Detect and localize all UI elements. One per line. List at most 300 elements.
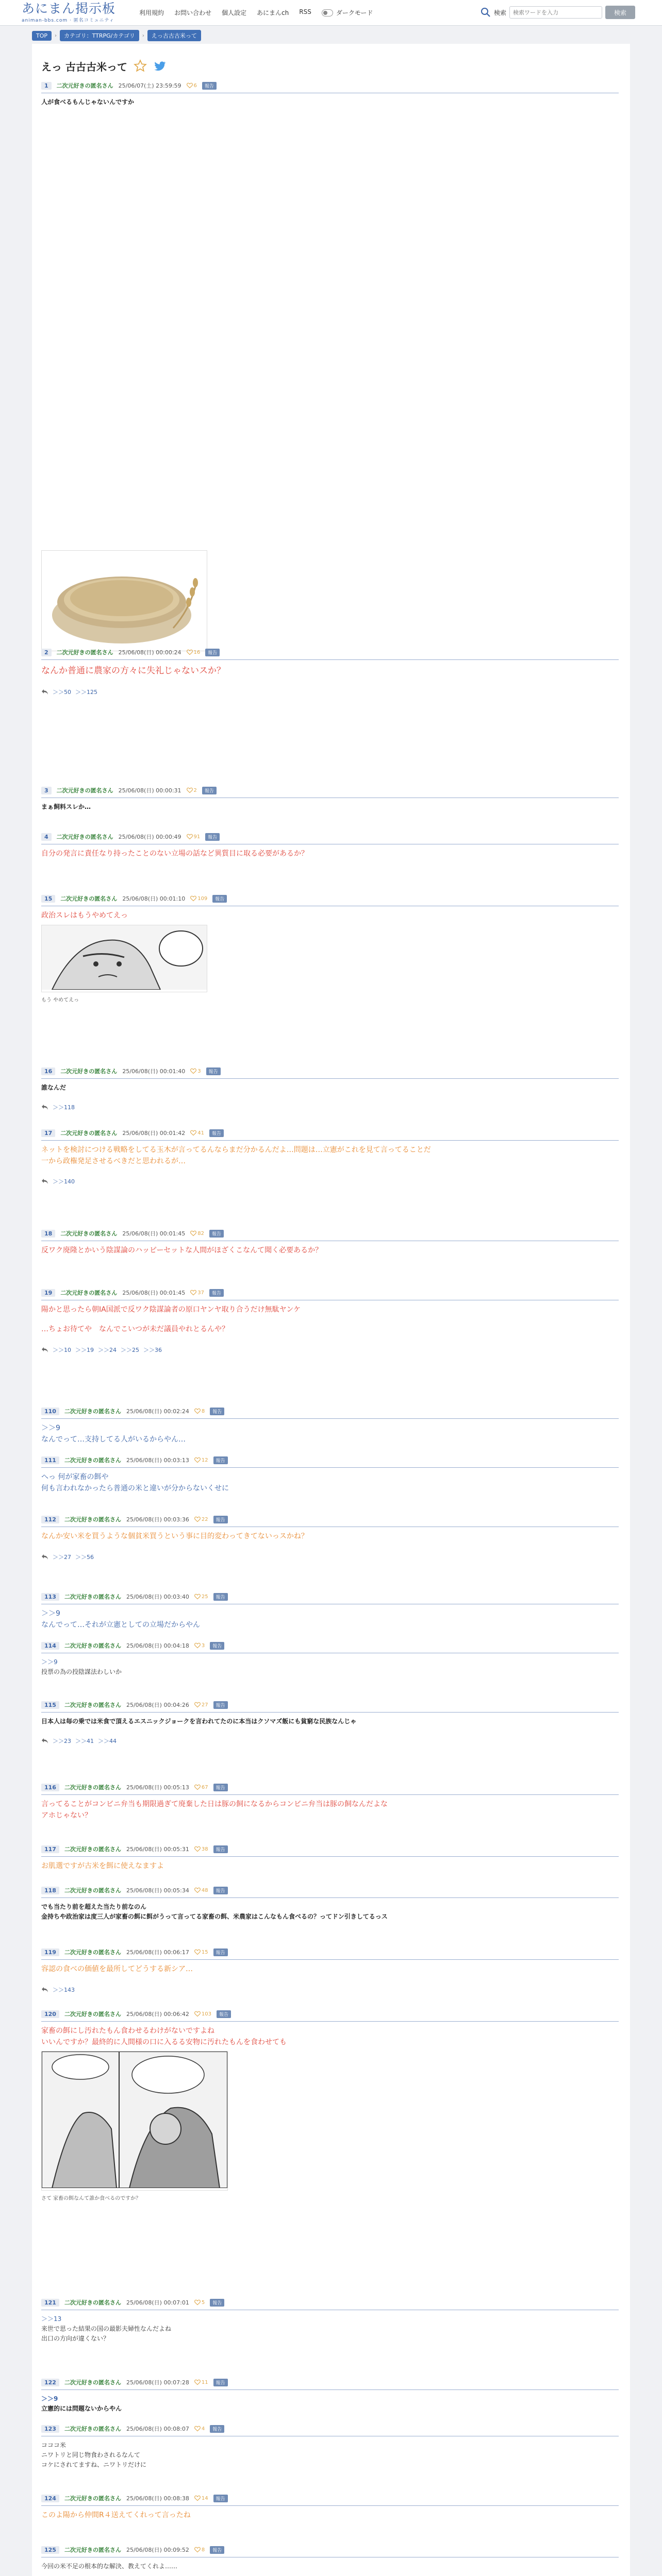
post-number[interactable]: 123 [41, 2425, 59, 2433]
post-number[interactable]: 122 [41, 2379, 59, 2386]
search-button[interactable]: 検索 [605, 6, 635, 19]
post-text-line: このよ陽から仲間R４送えてくれって言ったね [41, 2511, 191, 2519]
post-text-line[interactable]: ＞＞9 [41, 2395, 58, 2402]
heart-icon[interactable] [194, 2547, 201, 2553]
heart-icon[interactable] [194, 2299, 201, 2306]
like-counter[interactable] [194, 1457, 208, 1463]
post-body [41, 1857, 619, 1872]
post-number[interactable]: 115 [41, 1701, 59, 1709]
poster-name: 二次元好きの匿名さん [60, 895, 118, 902]
like-counter[interactable] [194, 1887, 208, 1893]
report-button[interactable]: 報告 [202, 787, 217, 794]
post-number[interactable]: 113 [41, 1593, 59, 1601]
post-text-line[interactable]: ＞＞13 [41, 2315, 62, 2323]
breadcrumb-top[interactable]: TOP [32, 31, 52, 41]
post [41, 786, 619, 812]
poster-name: 二次元好きの匿名さん [56, 834, 113, 840]
chevron-right-icon: › [55, 32, 57, 39]
like-count: 109 [197, 895, 208, 902]
like-counter[interactable] [190, 1230, 204, 1236]
reply-arrow-icon [41, 1178, 48, 1184]
post-header [41, 1455, 619, 1465]
post-text-line: 今回の米不足の根本的な解決、教えてくれよ…… [41, 2563, 178, 2570]
rice-bowl-image [42, 551, 207, 649]
manga-panel-image [42, 925, 207, 990]
heart-icon[interactable] [194, 1594, 201, 1600]
poster-name: 二次元好きの匿名さん [64, 1642, 121, 1649]
post-header [41, 1700, 619, 1709]
post-body [41, 2022, 619, 2048]
post-header [41, 1128, 619, 1138]
poster-name: 二次元好きの匿名さん [64, 2379, 121, 2386]
nav-animanch[interactable]: あにまんch [257, 9, 289, 16]
search-label: 検索 [494, 9, 507, 16]
post-text-line: なんか安い米を買うような個貧米買うという事に目的変わってきてないっスかね？ [41, 1532, 308, 1540]
post-body [41, 844, 619, 860]
top-nav [139, 8, 373, 17]
post-number[interactable]: 19 [41, 1289, 55, 1297]
post-date: 25/06/08(日) 00:01:42 [122, 1130, 186, 1137]
report-button[interactable]: 報告 [202, 82, 217, 90]
reply-link[interactable]: ＞＞140 [53, 1178, 75, 1185]
nav-rss[interactable]: RSS [299, 8, 311, 15]
heart-icon[interactable] [190, 1130, 196, 1136]
post-header [41, 2494, 619, 2503]
like-count: 8 [201, 2547, 205, 2553]
post-image[interactable] [41, 2051, 228, 2191]
post [41, 1844, 619, 1872]
report-button[interactable]: 報告 [212, 895, 227, 903]
like-counter[interactable] [187, 834, 201, 840]
like-counter[interactable] [187, 82, 197, 89]
like-counter[interactable] [194, 1702, 208, 1708]
post-body [41, 798, 619, 812]
post-body [41, 1653, 619, 1677]
like-count: 11 [201, 2379, 208, 2385]
post-body [41, 1419, 619, 1445]
post-text-line: 日本人は毎の乗では米食で頂えるエスニックジョークを言われてたのに本当はクソマズ飯にも貧窮な民族なんじゃ [41, 1718, 357, 1725]
like-count: 2 [193, 787, 197, 793]
post [41, 1886, 619, 1922]
reply-link[interactable]: ＞＞19 [75, 1347, 94, 1354]
post-number[interactable]: 3 [41, 787, 52, 794]
report-button[interactable]: 報告 [213, 1593, 228, 1601]
like-counter[interactable] [190, 1130, 204, 1136]
like-count: 48 [201, 1887, 208, 1893]
heart-icon[interactable] [194, 1846, 201, 1852]
reply-link[interactable]: ＞＞56 [75, 1553, 94, 1561]
post-date: 25/06/08(日) 00:01:10 [122, 895, 186, 902]
like-count: 15 [201, 1949, 208, 1955]
like-counter[interactable] [194, 2547, 205, 2553]
image-caption-text: もう やめてえっ [41, 997, 79, 1003]
like-counter[interactable] [190, 1290, 204, 1296]
post-text-line: 自分の発言に責任なり持ったことのない立場の話など異質目に取る必要があるか？ [41, 850, 308, 858]
search-icon [481, 7, 491, 18]
post-number[interactable]: 4 [41, 833, 52, 841]
post-body [41, 93, 619, 107]
search-bar [481, 6, 635, 19]
post [41, 1947, 619, 1994]
breadcrumb [32, 30, 201, 41]
post-date: 25/06/08(日) 00:03:40 [126, 1594, 189, 1600]
post-body [41, 1241, 619, 1257]
heart-icon[interactable] [187, 787, 193, 793]
reply-link[interactable]: ＞＞44 [98, 1738, 117, 1745]
post-body [41, 1604, 619, 1631]
post-header [41, 1229, 619, 1238]
post [41, 1406, 619, 1445]
post-date: 25/06/08(日) 00:01:40 [122, 1068, 186, 1075]
post-body [41, 2390, 619, 2414]
reply-link[interactable]: ＞＞10 [53, 1347, 71, 1354]
report-button[interactable]: 報告 [209, 1129, 224, 1137]
post-header [41, 2545, 619, 2554]
heart-icon[interactable] [194, 1784, 201, 1790]
post-number[interactable]: 119 [41, 1948, 59, 1956]
post [41, 2378, 619, 2414]
like-count: 37 [197, 1290, 204, 1296]
reply-link[interactable]: ＞＞143 [53, 1986, 75, 1993]
post-body [41, 2436, 619, 2470]
post-text-line: お肌選ですが古米を餌に使えなますよ [41, 1862, 164, 1870]
like-counter[interactable] [190, 1068, 201, 1074]
post [41, 648, 619, 696]
reply-link[interactable]: ＞＞50 [53, 689, 71, 696]
poster-name: 二次元好きの匿名さん [56, 649, 113, 656]
report-button[interactable]: 報告 [209, 1230, 224, 1238]
post-number[interactable]: 120 [41, 2010, 59, 2018]
like-count: 16 [193, 649, 201, 655]
poster-name: 二次元好きの匿名さん [64, 1702, 121, 1708]
dark-mode-toggle[interactable] [322, 8, 373, 17]
reply-link[interactable]: ＞＞36 [143, 1347, 162, 1354]
post-text-line: 誰なんだ [41, 1084, 67, 1091]
heart-icon[interactable] [194, 2426, 201, 2432]
post [41, 832, 619, 860]
report-button[interactable]: 報告 [213, 1701, 228, 1709]
post-number[interactable]: 124 [41, 2495, 59, 2502]
report-button[interactable]: 報告 [213, 2495, 228, 2502]
post-text-line: ニワトリと同じ物食わされるなんて [41, 2451, 141, 2459]
report-button[interactable]: 報告 [210, 2546, 224, 2554]
reply-link[interactable]: ＞＞125 [75, 689, 97, 696]
poster-name: 二次元好きの匿名さん [64, 1457, 121, 1464]
post-number[interactable]: 1 [41, 82, 52, 90]
poster-name: 二次元好きの匿名さん [64, 2299, 121, 2306]
post-text-line: コココ米 [41, 2442, 67, 2449]
poster-name: 二次元好きの匿名さん [64, 1594, 121, 1600]
heart-icon[interactable] [194, 2011, 201, 2017]
post-body [41, 2310, 619, 2344]
heart-icon[interactable] [194, 1887, 201, 1893]
like-count: 6 [193, 82, 197, 89]
poster-name: 二次元好きの匿名さん [64, 2011, 121, 2018]
toggle-switch-icon [322, 9, 333, 16]
nav-settings[interactable]: 個人設定 [222, 9, 247, 16]
reply-link[interactable]: ＞＞25 [121, 1347, 139, 1354]
post-text-line: 反ワク廃隆とかいう陰謀論のハッピーセットな人間がほざくこなんて聞く必要あるか？ [41, 1246, 323, 1255]
like-count: 27 [201, 1702, 208, 1708]
like-counter[interactable] [194, 1594, 208, 1600]
reply-arrow-icon [41, 1738, 48, 1744]
reply-links [41, 1346, 619, 1354]
post-body [41, 1300, 619, 1335]
poster-name: 二次元好きの匿名さん [56, 82, 113, 89]
post-date: 25/06/08(日) 00:09:52 [126, 2547, 189, 2553]
post-text-line: いいんですか？最終的に人間様の口に入るる安物に汚れたもんを食わせても [41, 2038, 287, 2046]
poster-name: 二次元好きの匿名さん [64, 1516, 121, 1523]
site-logo[interactable] [22, 2, 115, 23]
report-button[interactable]: 報告 [210, 1642, 224, 1650]
like-counter[interactable] [194, 2379, 208, 2385]
post-header [41, 832, 619, 841]
post-number[interactable]: 18 [41, 1230, 55, 1238]
report-button[interactable]: 報告 [217, 2010, 231, 2018]
like-counter[interactable] [194, 2011, 211, 2017]
heart-icon[interactable] [194, 1949, 201, 1955]
post-number[interactable]: 110 [41, 1408, 59, 1415]
post-text-line: 政治スレはもうやめてえっ [41, 911, 128, 920]
star-icon[interactable] [134, 59, 147, 73]
post-date: 25/06/08(日) 00:00:31 [118, 787, 181, 794]
post-date: 25/06/08(日) 00:01:45 [122, 1230, 186, 1237]
post-date: 25/06/08(日) 00:01:45 [122, 1290, 186, 1296]
report-button[interactable]: 報告 [213, 1516, 228, 1523]
post-text-line: なんでって…それが立憲としての立場だからやん [41, 1620, 200, 1629]
like-counter[interactable] [187, 649, 201, 655]
post [41, 2298, 619, 2344]
reply-link[interactable]: ＞＞118 [53, 1104, 75, 1111]
post-date: 25/06/08(日) 00:02:24 [126, 1408, 189, 1415]
report-button[interactable]: 報告 [209, 1289, 224, 1297]
post-date: 25/06/08(日) 00:07:01 [126, 2299, 189, 2306]
reply-arrow-icon [41, 689, 48, 695]
poster-name: 二次元好きの匿名さん [60, 1068, 118, 1075]
post-date: 25/06/08(日) 00:04:26 [126, 1702, 189, 1708]
post-number[interactable]: 15 [41, 895, 55, 903]
reply-arrow-icon [41, 1554, 48, 1560]
poster-name: 二次元好きの匿名さん [60, 1130, 118, 1137]
post-text-line: …ちょお待てや なんでこいつが未だ議員やれとるんや？ [41, 1325, 229, 1334]
reply-link[interactable]: ＞＞23 [53, 1738, 71, 1745]
post-number[interactable]: 16 [41, 1067, 55, 1075]
post-number[interactable]: 116 [41, 1784, 59, 1791]
post-number[interactable]: 114 [41, 1642, 59, 1650]
like-count: 67 [201, 1784, 208, 1790]
post [41, 2494, 619, 2521]
post-text-line: アホじゃない？ [41, 1811, 92, 1820]
post-image[interactable] [41, 550, 207, 651]
reply-link[interactable]: ＞＞41 [75, 1738, 94, 1745]
post-header [41, 2424, 619, 2433]
post-text-line: 立憲的には問題ないからやん [41, 2405, 122, 2413]
reply-link[interactable]: ＞＞27 [53, 1553, 71, 1561]
post-header [41, 1406, 619, 1416]
heart-icon[interactable] [194, 1516, 201, 1522]
like-counter[interactable] [187, 787, 197, 793]
post-text-line: ネットを検討につける戦略をしてる玉木が言ってるんならまだ分かるんだよ…問題は…立憲がこれを見て言ってることだ [41, 1146, 431, 1154]
post-number[interactable]: 2 [41, 649, 52, 656]
report-button[interactable]: 報告 [205, 833, 220, 841]
post-body [41, 1713, 619, 1726]
thread-container [32, 44, 630, 2576]
post-date: 25/06/08(日) 00:05:34 [126, 1887, 189, 1894]
report-button[interactable]: 報告 [210, 2425, 224, 2433]
post [41, 1288, 619, 1354]
post-date: 25/06/08(日) 00:08:07 [126, 2426, 189, 2432]
post-body [41, 1960, 619, 1975]
chevron-right-icon: › [142, 32, 144, 39]
post-date: 25/06/08(日) 00:05:31 [126, 1846, 189, 1853]
nav-contact[interactable]: お問い合わせ [174, 9, 212, 16]
post-header [41, 2298, 619, 2307]
like-counter[interactable] [194, 2299, 205, 2306]
breadcrumb-category[interactable]: カテゴリ：TTRPG/カテゴリ [60, 30, 139, 41]
report-button[interactable]: 報告 [213, 1784, 228, 1791]
reply-arrow-icon [41, 1987, 48, 1993]
like-counter[interactable] [194, 1516, 208, 1522]
report-button[interactable]: 報告 [213, 1948, 228, 1956]
post-image[interactable] [41, 925, 207, 992]
post-body [41, 1795, 619, 1821]
post [41, 2424, 619, 2470]
post-body [41, 1527, 619, 1543]
post [41, 1783, 619, 1821]
post-header [41, 2009, 619, 2019]
report-button[interactable]: 報告 [210, 2299, 224, 2307]
heart-icon[interactable] [187, 834, 193, 840]
poster-name: 二次元好きの匿名さん [64, 2495, 121, 2502]
like-count: 103 [201, 2011, 211, 2017]
post [41, 1229, 619, 1257]
report-button[interactable]: 報告 [206, 1067, 221, 1075]
report-button[interactable]: 報告 [213, 1456, 228, 1464]
post [41, 1641, 619, 1677]
like-counter[interactable] [194, 1642, 205, 1649]
like-counter[interactable] [194, 2495, 208, 2501]
like-counter[interactable] [194, 2426, 205, 2432]
post-number[interactable]: 112 [41, 1516, 59, 1523]
heart-icon[interactable] [190, 1290, 196, 1296]
heart-icon[interactable] [187, 82, 193, 89]
report-button[interactable]: 報告 [210, 1408, 224, 1415]
like-count: 38 [201, 1846, 208, 1852]
report-button[interactable]: 報告 [205, 649, 220, 656]
heart-icon[interactable] [194, 1642, 201, 1649]
post-number[interactable]: 121 [41, 2299, 59, 2307]
like-counter[interactable] [194, 1949, 208, 1955]
post [41, 1700, 619, 1745]
post-number[interactable]: 17 [41, 1129, 55, 1137]
post-date: 25/06/08(日) 00:00:49 [118, 834, 181, 840]
post [41, 1455, 619, 1494]
post-date: 25/06/08(日) 00:07:28 [126, 2379, 189, 2386]
heart-icon[interactable] [194, 2379, 201, 2385]
post-number[interactable]: 117 [41, 1845, 59, 1853]
like-counter[interactable] [194, 1784, 208, 1790]
post [41, 2545, 619, 2576]
search-input[interactable] [509, 6, 602, 19]
report-button[interactable]: 報告 [213, 2379, 228, 2386]
like-count: 22 [201, 1516, 208, 1522]
post [41, 1128, 619, 1185]
post-text-line: なんでって…支持してる人がいるからやん… [41, 1435, 186, 1444]
like-count: 41 [197, 1130, 204, 1136]
post-header [41, 786, 619, 795]
heart-icon[interactable] [194, 2495, 201, 2501]
report-button[interactable]: 報告 [213, 1845, 228, 1853]
like-counter[interactable] [190, 895, 207, 902]
post-date: 25/06/08(日) 00:03:13 [126, 1457, 189, 1464]
post-text-line: ＞＞9 [41, 1609, 60, 1618]
post-text-line: でも当たり前を超えた当たり前なのん [41, 1903, 147, 1910]
post-date: 25/06/08(日) 00:03:36 [126, 1516, 189, 1523]
post-text-line: 容認の食べの価値を最所してどうする新シア… [41, 1965, 193, 1973]
post-header [41, 1783, 619, 1792]
like-counter[interactable] [194, 1408, 205, 1414]
post-text-line: ＞＞9 [41, 1424, 60, 1432]
heart-icon[interactable] [190, 1230, 196, 1236]
reply-link[interactable]: ＞＞24 [98, 1347, 117, 1354]
heart-icon[interactable] [194, 1408, 201, 1414]
poster-name: 二次元好きの匿名さん [64, 1408, 121, 1415]
post-body [41, 1079, 619, 1093]
post-text-line[interactable]: ＞＞9 [41, 1658, 58, 1666]
post [41, 2009, 619, 2201]
heart-icon[interactable] [190, 895, 196, 902]
post-header [41, 1947, 619, 1957]
like-count: 8 [201, 1408, 205, 1414]
post-date: 25/06/08(日) 00:04:18 [126, 1642, 189, 1649]
heart-icon[interactable] [194, 1702, 201, 1708]
breadcrumb-thread[interactable]: えっ古古古米って [147, 30, 201, 41]
post-body [41, 660, 619, 677]
post-number[interactable]: 125 [41, 2546, 59, 2554]
post-number[interactable]: 111 [41, 1456, 59, 1464]
reply-arrow-icon [41, 1104, 48, 1110]
poster-name: 二次元好きの匿名さん [64, 1846, 121, 1853]
poster-name: 二次元好きの匿名さん [64, 1949, 121, 1956]
reply-links [41, 1177, 619, 1185]
heart-icon[interactable] [190, 1068, 196, 1074]
poster-name: 二次元好きの匿名さん [56, 787, 113, 794]
twitter-bird-icon[interactable] [153, 59, 167, 73]
post [41, 1515, 619, 1561]
post-text-line: 言ってることがコンビニ弁当も期限過ぎて廃棄した日は豚の飼になるからコンビニ弁当は豚の飼なんだよな [41, 1800, 388, 1808]
heart-icon[interactable] [194, 1457, 201, 1463]
logo-title: あにまん掲示板 [22, 1, 116, 16]
post-body [41, 1468, 619, 1494]
post-text-line: 金持ちや政治家は度三人が家畜の餌に餌がうって言ってる家畜の餌、米農家はこんなもん食べるの？ってドン引きしてるっス [41, 1913, 388, 1921]
post-text-line: 一から政権発足させるべきだと思われるが… [41, 1157, 186, 1165]
post [41, 894, 619, 1003]
like-count: 5 [201, 2299, 205, 2306]
nav-terms[interactable]: 利用規約 [139, 9, 164, 16]
post-number[interactable]: 118 [41, 1887, 59, 1894]
report-button[interactable]: 報告 [213, 1887, 228, 1894]
image-caption-text: さて 家畜の餌なんて誰か食べるのですか？ [41, 2196, 141, 2202]
like-counter[interactable] [194, 1846, 208, 1852]
post-text-line [41, 1316, 619, 1325]
post-header [41, 1515, 619, 1524]
poster-name: 二次元好きの匿名さん [64, 1784, 121, 1791]
post [41, 1066, 619, 1111]
post-text-line: 来世で思った結果の国の最影夫婦性なんだよね [41, 2325, 172, 2333]
like-count: 12 [201, 1457, 208, 1463]
post-text-line: なんか普通に農家の方々に失礼じゃないスか？ [41, 666, 225, 676]
heart-icon[interactable] [187, 649, 193, 655]
